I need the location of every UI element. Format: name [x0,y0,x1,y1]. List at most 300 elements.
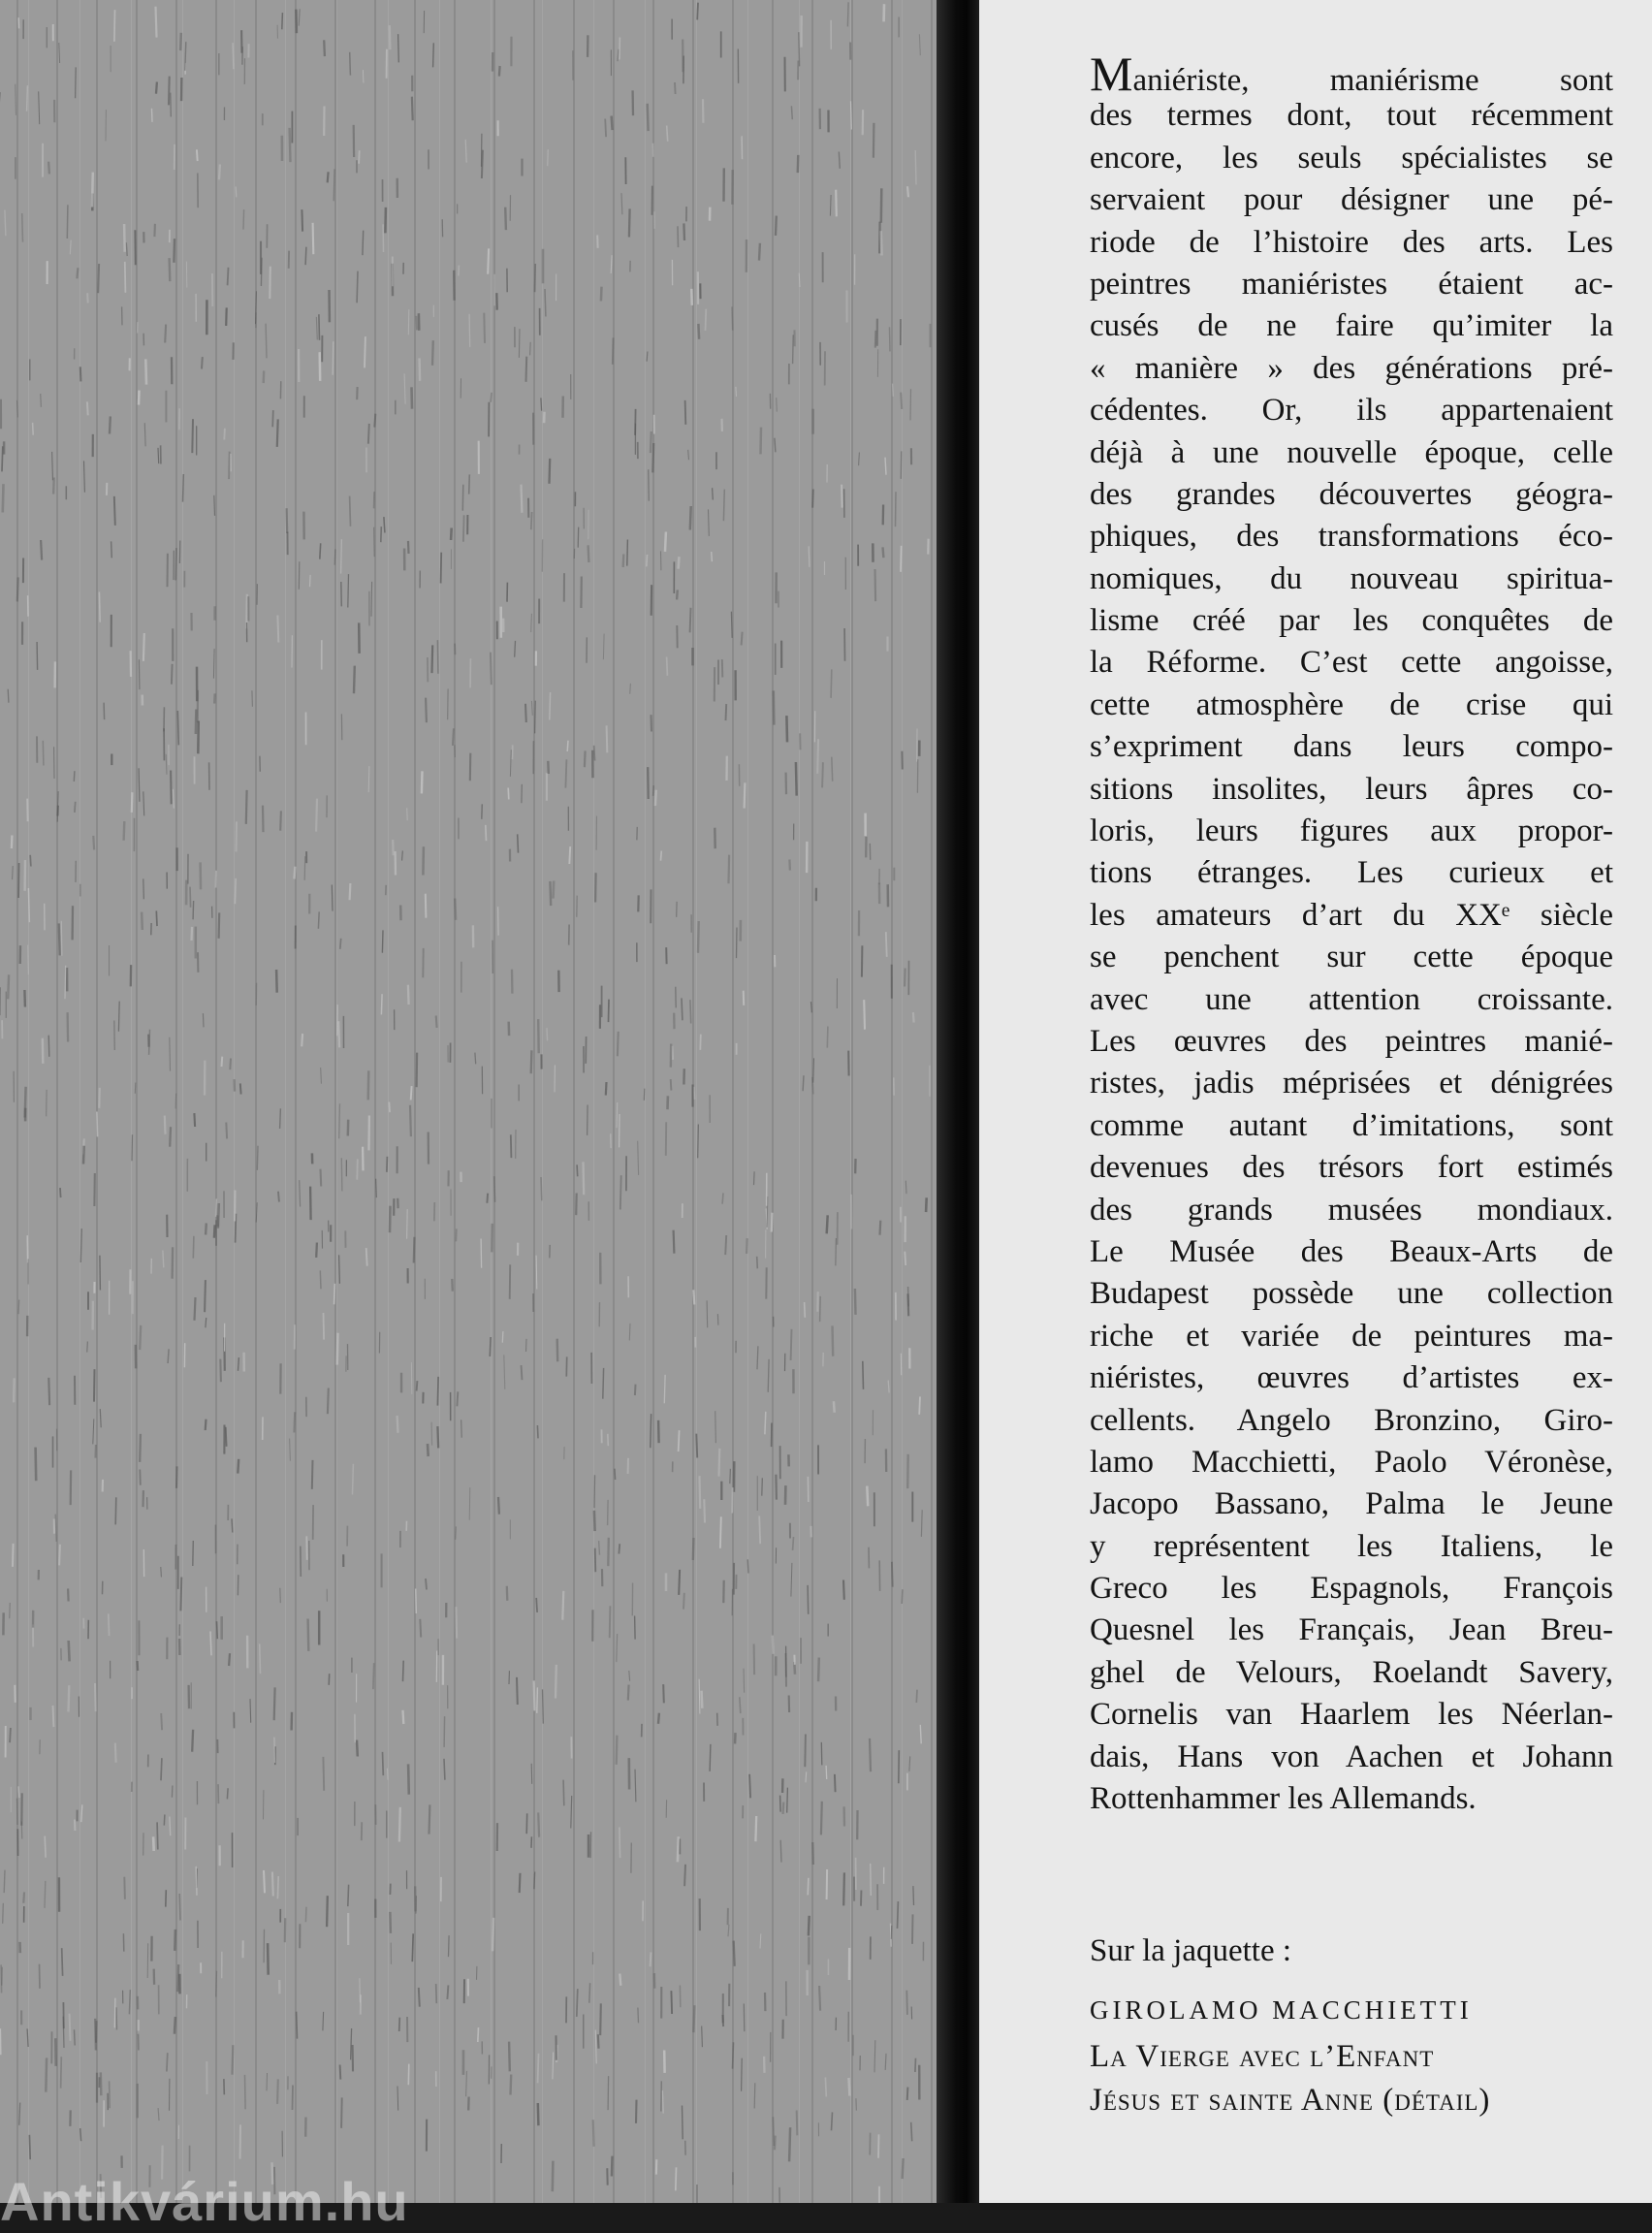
grain-mark [227,1788,228,1799]
grain-mark [618,49,619,61]
grain-mark [538,1019,539,1053]
grain-mark [175,548,176,580]
grain-mark [812,1842,813,1865]
grain-mark [530,342,531,356]
grain-mark [806,1771,807,1782]
grain-mark [761,428,762,455]
body-line: « manière » des générations pré- [1090,348,1613,390]
grain-mark [550,459,551,484]
grain-mark [350,496,351,526]
grain-mark [294,1412,295,1432]
grain-mark [791,1329,792,1360]
grain-mark [166,754,167,775]
grain-mark [773,2117,774,2146]
grain-mark [492,1918,493,1952]
grain-mark [584,1162,585,1195]
grain-mark [798,155,799,173]
grain-mark [688,450,689,460]
grain-mark [517,1677,518,1705]
grain-mark [75,802,76,813]
grain-mark [329,1674,330,1685]
grain-mark [700,1035,701,1050]
grain-mark [147,1943,148,1978]
grain-mark [481,1239,482,1268]
grain-mark [627,540,628,566]
grain-mark [96,2021,97,2043]
grain-mark [809,1916,810,1936]
grain-mark [855,1289,856,1315]
grain-mark [408,985,409,1005]
grain-mark [341,539,342,574]
grain-mark [313,223,314,254]
grain-mark [719,1449,720,1477]
grain-mark [125,262,126,293]
grain-mark [697,3,698,20]
grain-mark [765,1412,766,1435]
grain-mark [192,927,193,941]
grain-mark [451,528,452,541]
grain-mark [502,1331,503,1343]
grain-mark [374,492,375,508]
grain-mark [595,873,596,902]
grain-mark [426,894,427,918]
body-line: niéristes, œuvres d’artistes ex- [1090,1357,1613,1399]
grain-mark [80,2128,81,2141]
grain-mark [173,1247,174,1278]
grain-mark [744,991,745,1005]
grain-mark [16,400,17,418]
grain-mark [898,1901,899,1929]
grain-mark [755,1816,756,1841]
grain-mark [709,509,710,536]
grain-mark [682,998,683,1020]
grain-mark [276,970,277,993]
grain-mark [316,799,317,832]
grain-mark [59,923,60,955]
grain-mark [455,899,456,920]
grain-mark [304,856,305,880]
grain-mark [305,247,306,266]
grain-mark [916,1690,917,1703]
grain-mark [772,1213,773,1232]
grain-mark [729,855,730,884]
grain-mark [617,1634,618,1662]
grain-mark [116,2007,117,2029]
grain-mark [674,1230,675,1254]
grain-mark [175,1094,176,1109]
grain-mark [635,1385,636,1395]
grain-mark [412,387,413,408]
grain-mark [498,907,499,936]
grain-mark [536,1598,537,1612]
grain-mark [775,438,776,453]
grain-mark [185,42,186,71]
grain-mark [759,243,760,261]
grain-mark [538,1812,539,1836]
grain-mark [376,1179,377,1198]
grain-mark [412,97,413,121]
grain-mark [36,1448,37,1482]
grain-mark [655,790,656,806]
grain-mark [100,1256,101,1291]
grain-mark [704,1499,705,1522]
grain-mark [776,216,777,236]
grain-mark [447,1985,448,1998]
grain-mark [100,1409,101,1427]
body-line: Cornelis van Haarlem les Néerlan- [1090,1694,1613,1736]
grain-mark [832,757,833,782]
caption-title-line-2: Jésus et sainte Anne (détail) [1090,2083,1633,2119]
grain-mark [919,34,920,55]
grain-mark [111,541,112,558]
grain-mark [87,293,88,303]
grain-mark [537,1425,538,1438]
grain-mark [348,1885,349,1906]
grain-mark [776,1475,777,1500]
grain-mark [33,423,34,435]
grain-mark [3,1903,4,1924]
grain-mark [433,43,434,67]
grain-mark [617,1736,618,1765]
grain-mark [595,2030,596,2064]
grain-mark [431,1422,432,1446]
grain-mark [541,1177,542,1200]
grain-mark [548,149,549,166]
grain-mark [156,910,157,926]
grain-mark [707,1300,708,1327]
grain-mark [635,1770,636,1802]
grain-mark [698,921,699,953]
grain-mark [702,2026,703,2048]
grain-mark [535,701,536,734]
grain-mark [373,1663,374,1689]
grain-mark [818,1658,819,1682]
grain-mark [328,1388,329,1415]
grain-mark [531,614,532,632]
grain-mark [384,517,385,532]
grain-mark [690,608,691,633]
grain-mark [173,789,174,809]
grain-mark [99,1088,100,1108]
grain-mark [888,1381,889,1393]
grain-mark [644,1089,645,1101]
grain-mark [830,195,831,216]
book-spine [937,0,979,2203]
grain-mark [638,1141,639,1175]
grain-mark [757,1346,758,1369]
grain-mark [658,1713,659,1724]
grain-mark [14,1378,15,1402]
grain-mark [457,1391,458,1406]
grain-mark [156,7,157,38]
grain-mark [796,762,797,796]
grain-mark [99,592,100,622]
grain-mark [176,1466,177,1488]
grain-mark [536,1256,537,1290]
grain-mark [17,1799,18,1825]
grain-mark [662,2090,663,2114]
grain-mark [18,1786,19,1798]
grain-mark [799,273,800,287]
body-line: comme autant d’imitations, sont [1090,1105,1613,1147]
grain-mark [875,569,876,601]
grain-mark [921,1510,922,1537]
grain-mark [600,2003,601,2035]
grain-mark [678,1836,679,1862]
grain-mark [8,974,9,999]
grain-mark [374,414,375,428]
grain-mark [408,2064,409,2086]
grain-mark [177,1964,178,1992]
grain-mark [320,1270,321,1289]
grain-mark [519,329,520,358]
grain-mark [694,1087,695,1100]
grain-mark [690,1000,691,1023]
grain-mark [647,352,648,362]
grain-mark [742,632,743,646]
grain-mark [337,1333,338,1365]
grain-mark [61,921,62,956]
grain-mark [296,10,297,34]
grain-mark [229,452,230,479]
grain-mark [420,1619,421,1638]
grain-mark [615,1469,616,1480]
grain-mark [166,1890,167,1906]
grain-mark [723,490,724,522]
grain-mark [456,1526,457,1540]
grain-mark [228,268,229,286]
grain-mark [630,684,631,694]
body-text [1090,53,1613,1820]
grain-mark [368,766,369,792]
grain-mark [911,2122,912,2142]
grain-mark [649,469,650,500]
grain-mark [720,1516,721,1548]
grain-mark [843,1872,844,1905]
grain-mark [593,2120,594,2147]
grain-mark [518,834,519,852]
grain-mark [717,1314,718,1325]
grain-mark [892,1562,893,1587]
grain-mark [161,1758,162,1780]
grain-mark [350,883,351,900]
grain-mark [426,1579,427,1589]
grain-mark [504,1355,505,1389]
grain-mark [827,1027,828,1048]
grain-mark [693,2005,694,2032]
grain-mark [114,10,115,42]
grain-mark [27,2028,28,2047]
grain-mark [115,1743,116,1763]
grain-mark [429,1804,430,1834]
grain-mark [180,1578,181,1611]
grain-mark [469,1487,470,1520]
grain-mark [115,1497,116,1524]
grain-mark [713,488,714,499]
grain-mark [608,1500,609,1525]
grain-mark [132,792,133,813]
grain-mark [490,1337,491,1356]
grain-mark [57,791,58,822]
grain-mark [732,306,733,330]
grain-mark [157,1822,158,1849]
grain-mark [65,966,66,1000]
body-line: riche et variée de peintures ma- [1090,1316,1613,1357]
body-line: cellents. Angelo Bronzino, Giro- [1090,1400,1613,1442]
body-line: dais, Hans von Aachen et Johann [1090,1737,1613,1778]
grain-mark [340,939,341,949]
grain-mark [901,393,902,409]
grain-mark [144,423,145,446]
grain-mark [164,1814,165,1825]
grain-mark [745,782,746,808]
grain-mark [70,2014,71,2041]
grain-mark [667,126,668,142]
grain-mark [387,1157,388,1172]
grain-mark [340,2065,341,2080]
grain-mark [104,703,105,720]
grain-mark [354,666,355,694]
grain-mark [75,2029,76,2045]
grain-mark [538,2054,539,2084]
grain-mark [27,85,28,112]
grain-mark [156,82,157,94]
grain-mark [749,1774,750,1799]
grain-mark [139,768,140,802]
grain-mark [404,373,405,403]
grain-mark [683,1593,684,1610]
grain-mark [867,1486,868,1507]
grain-mark [833,1325,834,1356]
grain-mark [629,1671,630,1681]
grain-mark [423,846,424,875]
grain-mark [456,1607,457,1639]
grain-mark [469,314,470,347]
grain-mark [903,2158,904,2179]
grain-mark [308,1619,309,1651]
grain-mark [297,2012,298,2039]
grain-mark [599,1541,600,1555]
grain-mark [390,25,391,49]
body-line: Greco les Espagnols, François [1090,1568,1613,1610]
body-line: y représentent les Italiens, le [1090,1526,1613,1568]
grain-mark [339,1255,340,1284]
grain-mark [62,1948,63,1976]
grain-mark [318,911,319,928]
grain-mark [140,1434,141,1462]
body-line: Les œuvres des peintres manié- [1090,1021,1613,1063]
grain-mark [68,1012,69,1041]
body-line [1090,53,1613,95]
grain-mark [651,715,652,731]
grain-mark [470,753,471,782]
grain-mark [124,821,125,841]
grain-mark [334,549,335,564]
grain-mark [797,2111,798,2136]
body-line: des termes dont, tout récemment [1090,95,1613,137]
grain-mark [601,287,602,302]
grain-mark [498,1497,499,1515]
grain-mark [327,1896,328,1927]
grain-mark [507,1586,508,1601]
grain-mark [48,162,49,175]
grain-mark [478,2027,479,2042]
grain-mark [295,867,296,879]
grain-mark [333,341,334,375]
jacket-flap-text-panel [979,0,1652,2203]
grain-mark [219,912,220,938]
grain-mark [385,207,386,234]
grain-mark [511,2075,512,2095]
grain-mark [277,419,278,447]
grain-mark [316,317,317,340]
grain-mark [832,2112,833,2130]
grain-mark [324,1313,325,1340]
grain-mark [690,506,691,530]
grain-mark [825,2077,826,2096]
grain-mark [822,762,823,787]
grain-mark [163,1251,164,1268]
grain-mark [109,1613,110,1636]
grain-mark [907,2088,908,2100]
grain-mark [453,728,454,746]
grain-mark [896,492,897,526]
grain-mark [571,1796,572,1829]
grain-mark [353,1464,354,1495]
grain-mark [261,258,262,286]
grain-mark [47,1090,48,1117]
grain-mark [210,1632,211,1656]
grain-mark [811,1002,812,1012]
grain-mark [92,173,93,207]
grain-mark [139,391,140,405]
grain-mark [541,398,542,410]
grain-mark [663,1684,664,1703]
grain-mark [491,653,492,686]
grain-mark [220,1359,221,1383]
grain-mark [280,1588,281,1603]
grain-mark [693,1290,694,1304]
grain-mark [915,150,916,185]
drop-cap: M [1090,47,1132,101]
grain-mark [165,325,166,343]
body-line: devenues des trésors fort estimés [1090,1147,1613,1189]
grain-mark [672,1046,673,1060]
grain-mark [213,649,214,679]
grain-mark [170,1127,171,1147]
grain-mark [202,357,203,368]
grain-mark [193,901,194,919]
grain-mark [699,1679,700,1714]
grain-mark [324,40,325,56]
grain-mark [5,210,6,237]
grain-mark [53,478,54,494]
grain-mark [381,526,382,542]
grain-mark [170,258,171,281]
grain-mark [484,313,485,343]
grain-mark [679,1570,680,1595]
grain-mark [463,515,464,541]
grain-mark [339,1103,340,1138]
grain-mark [140,1325,141,1350]
grain-mark [22,213,23,242]
grain-mark [230,1059,231,1070]
grain-mark [491,393,492,402]
grain-mark [805,1735,806,1768]
grain-mark [129,1990,130,2014]
grain-mark [609,1000,610,1023]
grain-mark [658,1420,659,1443]
